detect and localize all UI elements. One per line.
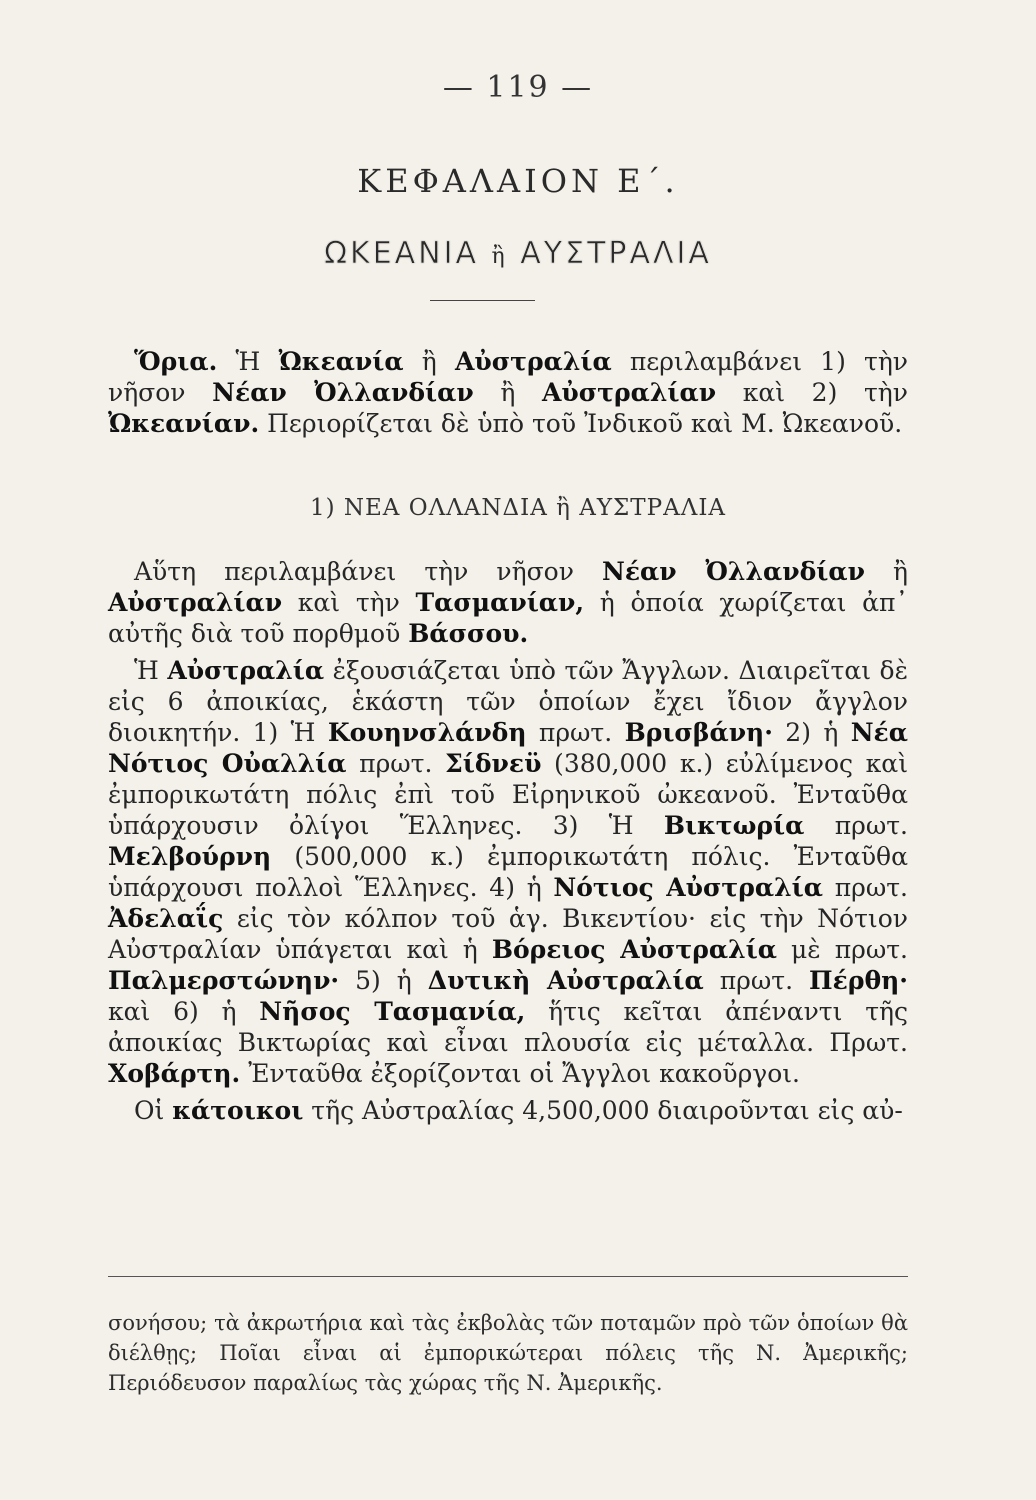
footnote [108, 1308, 908, 1398]
title-conjunction: ἢ [491, 244, 508, 269]
paragraph-1: Αὕτη περιλαμβάνει τὴν νῆσον Νέαν Ὀλλανδίαν ἢ Αὐστραλίαν καὶ τὴν Τασμανίαν, ἡ ὁποία χωρίζεται ἀπ᾽ αὐτῆς διὰ τοῦ πορθμοῦ Βάσσου. [108, 557, 908, 648]
footnote-divider [108, 1276, 908, 1277]
paragraph-2: Ἡ Αὐστραλία ἐξουσιάζεται ὑπὸ τῶν Ἄγγλων. Διαιρεῖται δὲ εἰς 6 ἀποικίας, ἑκάστη τῶν ὁποίων ἔχει ἴδιον ἄγγλον διοικητήν. 1) Ἡ Κουηνσλάνδη πρωτ. Βρισβάνη· 2) ἡ Νέα Νότιος Οὐαλλία πρωτ. Σίδνεϋ (380,000 κ.) εὐλίμενος καὶ ἐμπορικωτάτη πόλις ἐπὶ τοῦ Εἰρηνικοῦ ὠκεανοῦ. Ἐνταῦθα ὑπάρχουσιν ὀλίγοι Ἕλληνες. 3) Ἡ Βικτωρία πρωτ. Μελβούρνη (500,000 κ.) ἐμπορικωτάτη πόλις. Ἐνταῦθα ὑπάρχουσι πολλοὶ Ἕλληνες. 4) ἡ Νότιος Αὐστραλία πρωτ. Ἀδελαΐς εἰς τὸν κόλπον τοῦ ἁγ. Βικεντίου· εἰς τὴν Νότιον Αὐστραλίαν ὑπάγεται καὶ ἡ Βόρειος Αὐστραλία μὲ πρωτ. Παλμερστώνην· 5) ἡ Δυτικὴ Αὐστραλία πρωτ. Πέρθη· καὶ 6) ἡ Νῆσος Τασμανία, ἥτις κεῖται ἀπέναντι τῆς ἀποικίας Βικτωρίας καὶ εἶναι πλουσία εἰς μέταλλα. Πρωτ. Χοβάρτη. Ἐνταῦθα ἐξορίζονται οἱ Ἄγγλοι κακοῦργοι. [108, 656, 909, 1088]
section-body [108, 556, 908, 1126]
intro-paragraph-block [108, 346, 908, 439]
intro-lead: Ὅρια. [134, 347, 218, 376]
chapter-title [0, 236, 1036, 271]
page-number: — 119 — [442, 70, 594, 105]
footnote-text: σονήσου; τὰ ἀκρωτήρια καὶ τὰς ἐκβολὰς τῶν ποταμῶν πρὸ τῶν ὁποίων θὰ διέλθῃς; Ποῖαι εἶναι αἱ ἐμπορικώτεραι πόλεις τῆς Ν. Ἀμερικῆς; Περιόδευσον παραλίως τὰς χώρας τῆς Ν. Ἀμερικῆς. [108, 1311, 908, 1395]
title-divider [430, 300, 535, 301]
section-heading: 1) ΝΕΑ ΟΛΛΑΝΔΙΑ ἢ ΑΥΣΤΡΑΛΙΑ [309, 495, 727, 521]
title-main: ΩΚΕΑΝΙΑ [324, 236, 479, 271]
chapter-heading: ΚΕΦΑΛΑΙΟΝ Ε΄. [357, 162, 679, 200]
intro-paragraph: Ὅρια. Ἡ Ὠκεανία ἢ Αὐστραλία περιλαμβάνει 1) τὴν νῆσον Νέαν Ὀλλανδίαν ἢ Αὐστραλίαν καὶ 2) τὴν Ὠκεανίαν. Περιορίζεται δὲ ὑπὸ τοῦ Ἰνδικοῦ καὶ Μ. Ὠκεανοῦ. [108, 347, 909, 438]
title-alt: ΑΥΣΤΡΑΛΙΑ [520, 236, 712, 271]
paragraph-3: Οἱ κάτοικοι τῆς Αὐστραλίας 4,500,000 διαιροῦνται εἰς αὐ- [134, 1096, 903, 1125]
